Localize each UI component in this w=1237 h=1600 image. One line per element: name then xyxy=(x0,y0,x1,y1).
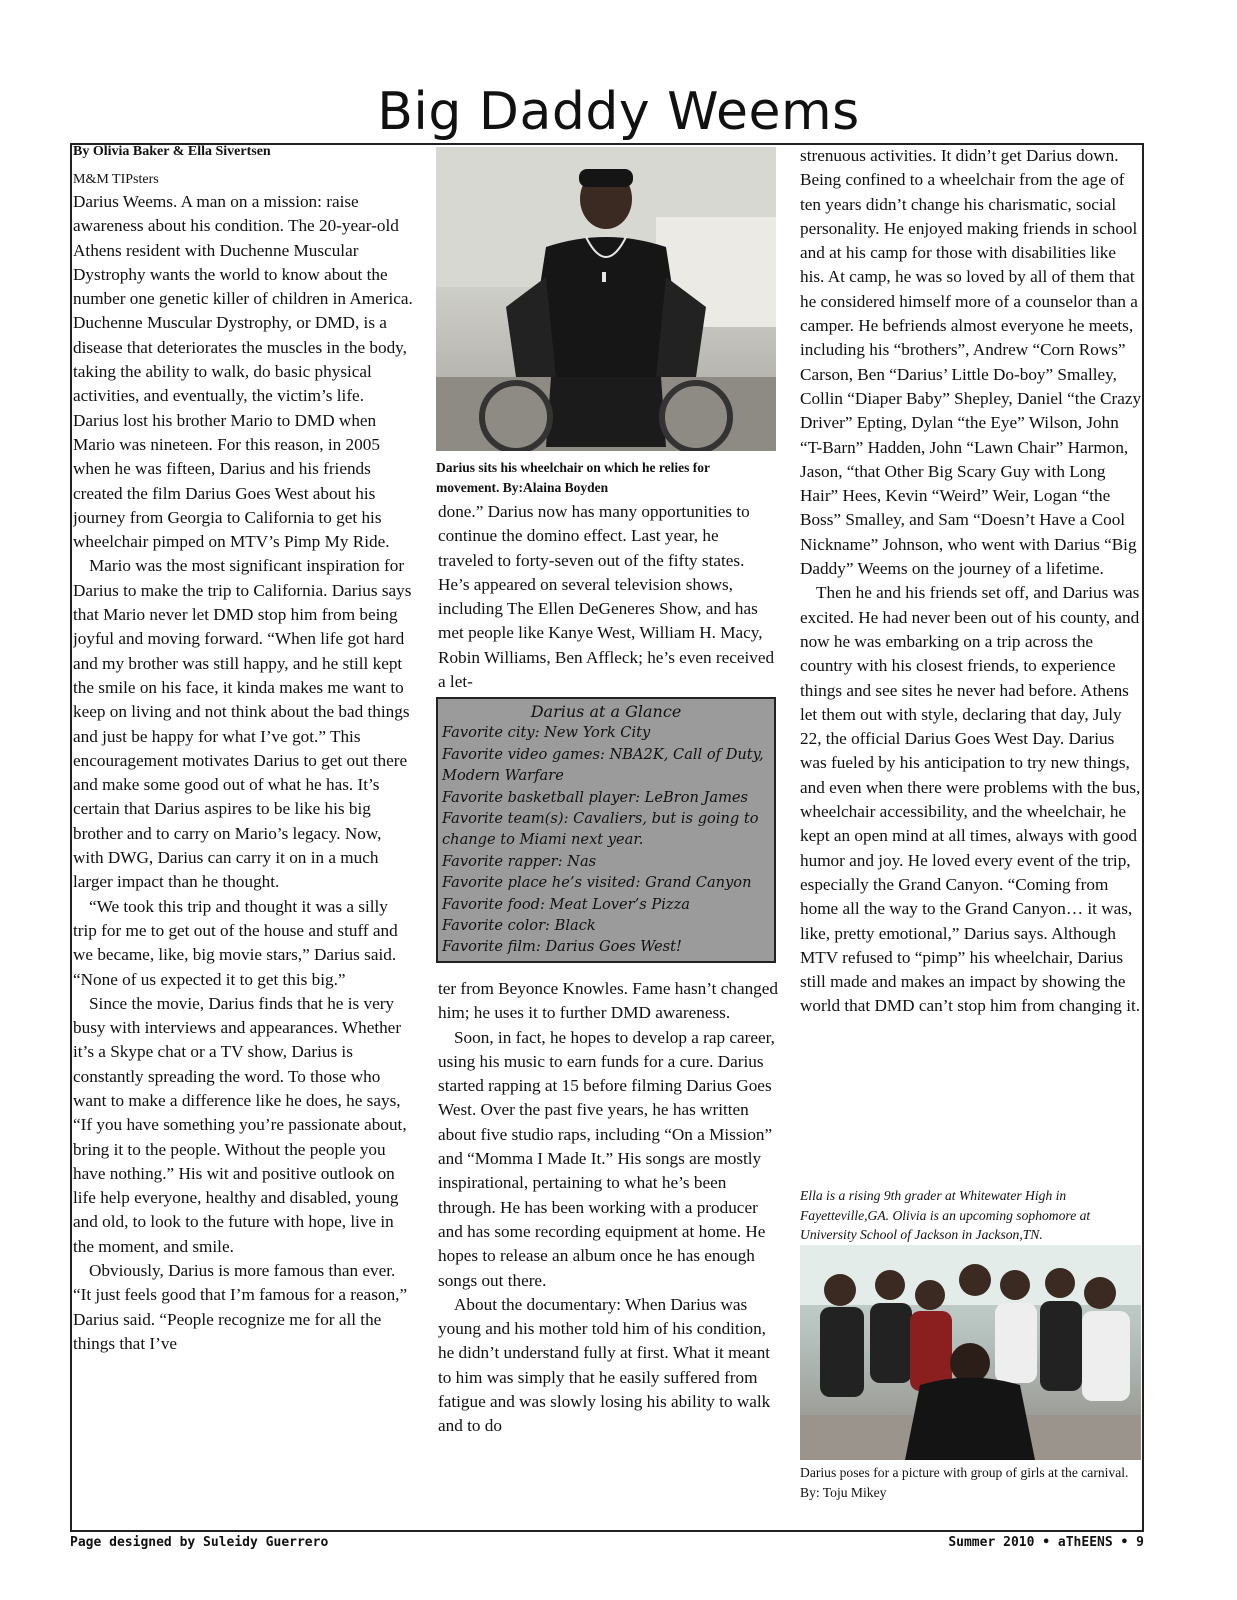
glance-item: Favorite color: Black xyxy=(442,917,596,935)
byline: By Olivia Baker & Ella Sivertsen xyxy=(73,144,271,159)
article-column-3 xyxy=(800,144,1142,1184)
glance-item: Favorite film: Darius Goes West! xyxy=(442,938,682,956)
glance-heading: Darius at a Glance xyxy=(530,702,682,721)
footer-designer-credit: Page designed by Suleidy Guerrero xyxy=(70,1535,329,1550)
darius-wheelchair-photo xyxy=(436,147,776,451)
paragraph: Mario was the most significant inspiration for Darius to make the trip to California. Darius says that Mario never let DMD stop him from being joyful and moving forward. “When life got hard and my brother was still happy, and he still kept the smile on his face, it kinda makes me want to keep on living and not think about the bad things and just be happy for what I’ve got.” This encouragement motivates Darius to get out there and make some good out of what he has. It’s certain that Darius aspires to be like his big brother and to carry on Mario’s legacy. Now, with DWG, Darius can carry it on in a much larger impact than he thought. xyxy=(73,556,412,892)
group-photo xyxy=(800,1245,1141,1460)
paragraph: “We took this trip and thought it was a silly trip for me to get out of the house and stuff and we became, like, big movie stars,” Darius said. “None of us expected it to get this big.” xyxy=(73,896,398,989)
glance-item: Favorite place he’s visited: Grand Canyon xyxy=(442,874,752,892)
glance-item: Favorite food: Meat Lover’s Pizza xyxy=(442,895,690,913)
paragraph: Soon, in fact, he hopes to develop a rap career, using his music to earn funds for a cure. Darius started rapping at 15 before filming Darius Goes West. Over the past five years, he has written about five studio raps, including “On a Mission” and “Momma I Made It.” His songs are mostly inspirational, pertaining to what he’s been through. He has been working with a producer and has some recording equipment at home. He hopes to release an album once he has enough songs out there. xyxy=(438,1027,775,1290)
photo-illustration xyxy=(436,147,776,451)
article-column-2-top xyxy=(438,500,778,693)
footer-page-info: Summer 2010 • aThEENS • 9 xyxy=(948,1535,1144,1550)
paragraph: ter from Beyonce Knowles. Fame hasn’t changed him; he uses it to further DMD awareness. xyxy=(438,979,778,1023)
page-title: Big Daddy Weems xyxy=(377,82,860,142)
glance-item: Favorite city: New York City xyxy=(442,724,651,742)
paragraph: Obviously, Darius is more famous than ever. “It just feels good that I’m famous for a reason,” Darius said. “People recognize me for all the things that I’ve xyxy=(73,1261,408,1353)
glance-item: Favorite basketball player: LeBron James xyxy=(442,788,749,806)
glance-item: Favorite rapper: Nas xyxy=(442,852,597,870)
paragraph: Darius Weems. A man on a mission: raise awareness about his condition. The 20-year-old Athens resident with Duchenne Muscular Dystrophy wants the world to know about the number one genetic killer of children in America. Duchenne Muscular Dystrophy, or DMD, is a disease that deteriorates the muscles in the body, taking the ability to walk, do basic physical activities, and eventually, the victim’s life. Darius lost his brother Mario to DMD when Mario was nineteen. For this reason, in 2005 when he was fifteen, Darius and his friends created the film Darius Goes West about his journey from Georgia to California to get his wheelchair pimped on MTV’s Pimp My Ride. xyxy=(73,192,413,552)
paragraph: Then he and his friends set off, and Darius was excited. He had never been out of his county, and now he was embarking on a trip across the country with his closest friends, to experience things and see sites he never had before. Athens let them out with style, declaring that day, July 22, the official Darius Goes West Day. Darius was fueled by his anticipation to try new things, and even when there were problems with the bus, wheelchair accessibility, and the wheelchair, he kept an open mind at all times, always with good humor and joy. He loved every event of the trip, especially the Grand Canyon. “Coming from home all the way to the Grand Canyon… it was, like, pretty emotional,” Darius says. Although MTV refused to “pimp” his wheelchair, Darius still made and makes an impact by showing the world that DMD can’t stop him from changing it. xyxy=(800,583,1141,1016)
glance-item: Favorite team(s): Cavaliers, but is going to change to Miami next year. xyxy=(442,810,759,849)
paragraph: done.” Darius now has many opportunities to continue the domino effect. Last year, he traveled to forty-seven out of the fifty states. He’s appeared on several television shows, including The Ellen DeGeneres Show, and has met people like Kanye West, William H. Macy, Robin Williams, Ben Affleck; he’s even received a let- xyxy=(438,502,775,692)
photo-caption: Darius poses for a picture with group of girls at the carnival. By: Toju Mikey xyxy=(800,1465,1129,1500)
paragraph: strenuous activities. It didn’t get Darius down. Being confined to a wheelchair from the age of ten years didn’t change his charismatic, social personality. He enjoyed making friends in school and at his camp for those with disabilities like his. At camp, he was so loved by all of them that he considered himself more of a counselor than a camper. He befriends almost everyone he meets, including his “brothers”, Andrew “Corn Rows” Carson, Ben “Darius’ Little Do-boy” Smalley, Collin “Diaper Baby” Shepley, Daniel “the Crazy Driver” Epting, Dylan “the Eye” Wilson, John “T-Barn” Hadden, John “Lawn Chair” Harmon, Jason, “that Other Big Scary Guy with Long Hair” Hees, Kevin “Weird” Weir, Logan “the Boss” Smalley, and Sam “Doesn’t Have a Cool Nickname” Johnson, who went with Darius “Big Daddy” Weems on the journey of a lifetime. xyxy=(800,146,1142,579)
paragraph: About the documentary: When Darius was young and his mother told him of his condition, he didn’t understand fully at first. What it meant to him was simply that he easily suffered from fatigue and was slowly losing his ability to walk and to do xyxy=(438,1294,771,1436)
paragraph: Since the movie, Darius finds that he is very busy with interviews and appearances. Whether it’s a Skype chat or a TV show, Darius is constantly spreading the word. To those who want to make a difference like he does, he says, “If you have something you’re passionate about, bring it to the people. Without the people you have nothing.” His wit and positive outlook on life help everyone, healthy and disabled, young and old, to look to the future with hope, live in the moment, and smile. xyxy=(73,993,407,1256)
photo-caption: Darius sits his wheelchair on which he relies for movement. By:Alaina Boyden xyxy=(436,460,710,495)
author-bio: Ella is a rising 9th grader at Whitewater High in Fayetteville,GA. Olivia is an upcoming sophomore at University School of Jackson in Jackson,TN. xyxy=(800,1188,1091,1242)
photo-illustration xyxy=(800,1245,1141,1460)
glance-item: Favorite video games: NBA2K, Call of Duty, Modern Warfare xyxy=(442,745,764,785)
article-column-2-bottom xyxy=(438,977,778,1529)
article-credit: M&M TIPsters xyxy=(73,172,159,187)
darius-at-a-glance-box xyxy=(436,697,776,963)
article-column-1 xyxy=(73,170,413,1528)
